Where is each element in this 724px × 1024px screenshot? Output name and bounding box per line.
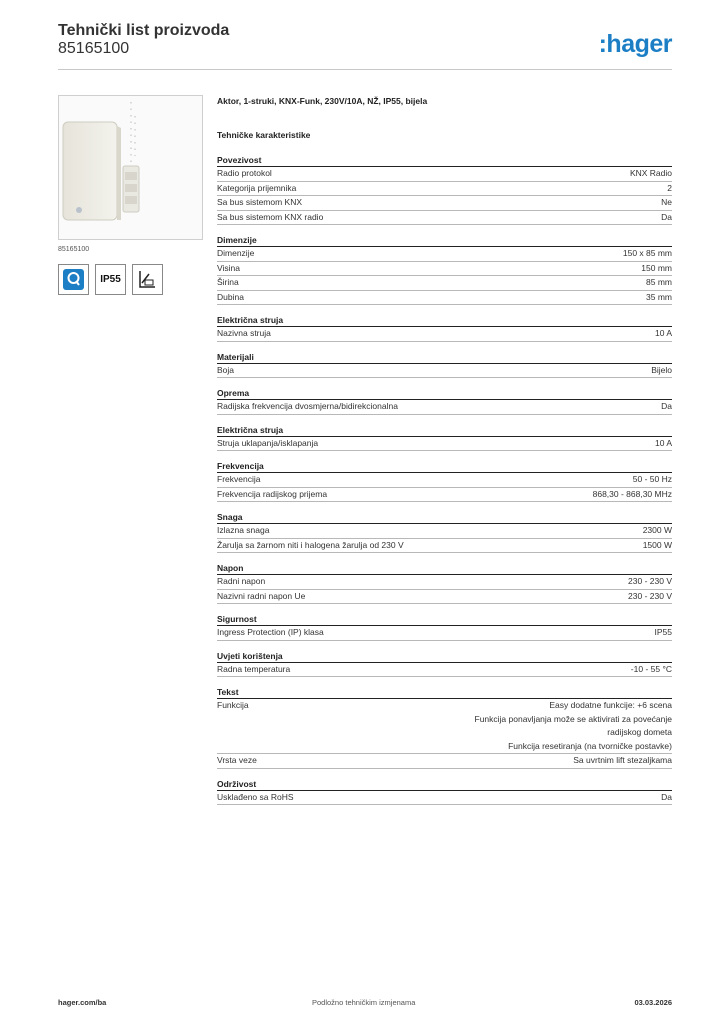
installation-icon (135, 267, 160, 292)
spec-value: 1500 W (642, 539, 672, 550)
spec-section (217, 686, 672, 769)
spec-row (217, 437, 672, 452)
spec-value: 2 (667, 182, 672, 193)
hager-logo: :hager (598, 30, 672, 58)
spec-row (217, 182, 672, 197)
spec-value: 10 A (654, 328, 672, 338)
section-title: Tekst (217, 686, 672, 699)
product-description: Aktor, 1-struki, KNX-Funk, 230V/10A, NŽ, IP55, bijela (217, 96, 428, 106)
spec-value: -10 - 55 °C (630, 663, 672, 674)
quicklink-badge (58, 264, 89, 295)
spec-section (217, 387, 672, 415)
spec-section (217, 562, 672, 604)
spec-row (217, 575, 672, 590)
spec-label: Radni napon (217, 576, 266, 586)
spec-label: Frekvencija (217, 474, 261, 484)
section-title: Napon (217, 562, 672, 575)
spec-section (217, 778, 672, 806)
spec-value: IP55 (654, 627, 672, 637)
badge-row (58, 264, 203, 295)
installation-badge (132, 264, 163, 295)
spec-column (217, 96, 672, 814)
spec-row (217, 754, 672, 769)
spec-label: Usklađeno sa RoHS (217, 791, 294, 802)
spec-row (217, 699, 672, 754)
spec-label: Nazivna struja (217, 328, 271, 338)
spec-label: Sa bus sistemom KNX radio (217, 211, 324, 222)
spec-row (217, 211, 672, 226)
spec-section (217, 650, 672, 678)
product-image-column (58, 95, 203, 295)
spec-row (217, 791, 672, 806)
section-title: Snaga (217, 511, 672, 524)
spec-row (217, 276, 672, 291)
spec-value: Easy dodatne funkcije: +6 scena Funkcija ponavljanja može se aktivirati za povećanje radijskog dometa Funkcija resetiranja (na tvorničke postavke) (474, 700, 672, 751)
spec-row (217, 539, 672, 554)
product-photo-icon (59, 96, 202, 239)
spec-label: Žarulja sa žarnom niti i halogena žarulja od 230 V (217, 539, 404, 550)
spec-value: 150 mm (641, 262, 672, 273)
spec-label: Dubina (217, 291, 244, 302)
spec-section (217, 511, 672, 553)
spec-label: Dimenzije (217, 248, 255, 258)
footer-date: 03.03.2026 (634, 998, 672, 1007)
spec-row (217, 590, 672, 605)
spec-row (217, 327, 672, 342)
spec-section (217, 234, 672, 305)
section-title: Dimenzije (217, 234, 672, 247)
spec-section (217, 613, 672, 641)
spec-value: Da (661, 211, 672, 222)
spec-value: 150 x 85 mm (622, 248, 672, 258)
spec-value: 230 - 230 V (628, 590, 672, 601)
spec-value: 2300 W (642, 525, 672, 535)
spec-section (217, 154, 672, 225)
spec-value: 10 A (654, 437, 672, 448)
page-header (58, 22, 672, 70)
footer-note: Podložno tehničkim izmjenama (312, 998, 416, 1007)
spec-label: Funkcija (217, 700, 249, 710)
spec-label: Struja uklapanja/isklapanja (217, 437, 319, 448)
spec-section (217, 424, 672, 452)
spec-label: Radna temperatura (217, 663, 291, 674)
spec-label: Sa bus sistemom KNX (217, 197, 303, 207)
spec-row (217, 524, 672, 539)
spec-label: Visina (217, 262, 240, 273)
spec-row (217, 291, 672, 306)
section-title: Električna struja (217, 314, 672, 327)
spec-row (217, 626, 672, 641)
spec-value: Da (661, 401, 672, 411)
spec-label: Radijska frekvencija dvosmjerna/bidirekcionalna (217, 401, 398, 411)
spec-row (217, 400, 672, 415)
section-title: Oprema (217, 387, 672, 400)
spec-value: Bijelo (651, 364, 672, 375)
spec-label: Radio protokol (217, 168, 272, 178)
spec-label: Frekvencija radijskog prijema (217, 488, 328, 499)
tech-characteristics-title: Tehničke karakteristike (217, 130, 311, 140)
spec-row (217, 488, 672, 503)
section-title: Sigurnost (217, 613, 672, 626)
spec-label: Boja (217, 364, 235, 375)
section-title: Električna struja (217, 424, 672, 437)
spec-value: Ne (661, 197, 672, 207)
quicklink-icon (61, 267, 86, 292)
section-title: Frekvencija (217, 460, 672, 473)
spec-row (217, 473, 672, 488)
spec-label: Vrsta veze (217, 755, 257, 765)
image-caption: 85165100 (58, 246, 90, 253)
spec-section (217, 460, 672, 502)
spec-row (217, 247, 672, 262)
section-title: Materijali (217, 351, 672, 364)
spec-value: 50 - 50 Hz (632, 474, 672, 484)
section-title: Povezivost (217, 154, 672, 167)
spec-label: Izlazna snaga (217, 525, 270, 535)
spec-row (217, 167, 672, 182)
spec-row (217, 262, 672, 277)
spec-section (217, 314, 672, 342)
product-image (58, 95, 203, 240)
product-number: 85165100 (58, 40, 130, 57)
spec-value: 230 - 230 V (628, 576, 672, 586)
spec-row (217, 196, 672, 211)
spec-row (217, 364, 672, 379)
section-title: Održivost (217, 778, 672, 791)
ip-rating-badge (95, 264, 126, 295)
spec-row (217, 663, 672, 678)
spec-value: 85 mm (646, 277, 672, 287)
document-title: Tehnički list proizvoda (58, 22, 230, 39)
section-title: Uvjeti korištenja (217, 650, 672, 663)
spec-label: Nazivni radni napon Ue (217, 590, 306, 601)
spec-label: Kategorija prijemnika (217, 182, 297, 193)
spec-section (217, 351, 672, 379)
ip-rating-label: IP55 (100, 274, 121, 285)
spec-label: Ingress Protection (IP) klasa (217, 627, 324, 637)
spec-value: KNX Radio (629, 168, 672, 178)
page-footer (58, 998, 672, 1007)
spec-label: Širina (217, 277, 239, 287)
spec-value: 35 mm (646, 291, 672, 302)
footer-website[interactable]: hager.com/ba (58, 998, 107, 1007)
spec-value: Sa uvrtnim lift stezaljkama (573, 755, 672, 765)
spec-value: 868,30 - 868,30 MHz (592, 488, 672, 499)
spec-sections (217, 154, 672, 805)
spec-value: Da (661, 791, 672, 802)
